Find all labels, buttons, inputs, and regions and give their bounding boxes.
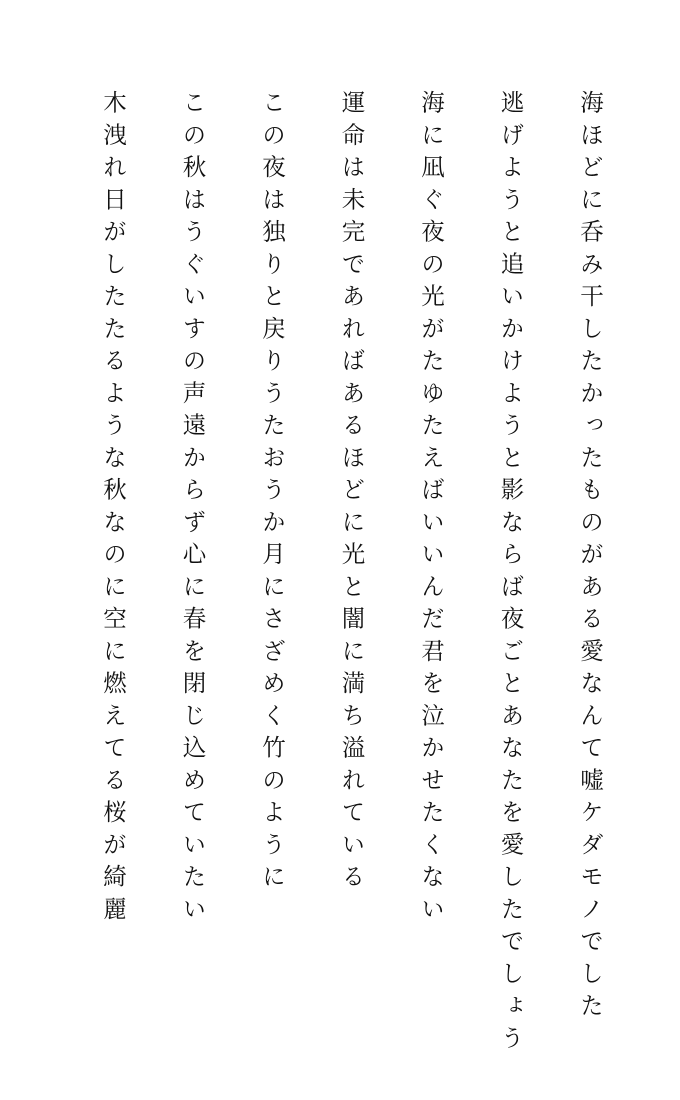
poem-line-2: 逃げようと追いかけようと影ならば夜ごとあなたを愛したでしょう: [496, 90, 525, 1058]
vertical-poem: [99, 90, 604, 1058]
poem-line-4: 運命は未完であればあるほどに光と闇に満ち溢れている: [337, 90, 366, 897]
poem-line-3: 海に凪ぐ夜の光がたゆたえばいいんだ君を泣かせたくない: [417, 90, 445, 929]
poem-line-5: この夜は独りと戻りうたおうか月にさざめく竹のように: [258, 90, 286, 897]
poem-line-7: 木洩れ日がしたたるような秋なのに空に燃えてる桜が綺麗: [99, 90, 127, 929]
poem-line-6: この秋はうぐいすの声遠からず心に春を閉じ込めていたい: [178, 90, 207, 929]
poem-line-1: 海ほどに呑み干したかったものがある愛なんて嘘ケダモノでした: [576, 90, 604, 1026]
